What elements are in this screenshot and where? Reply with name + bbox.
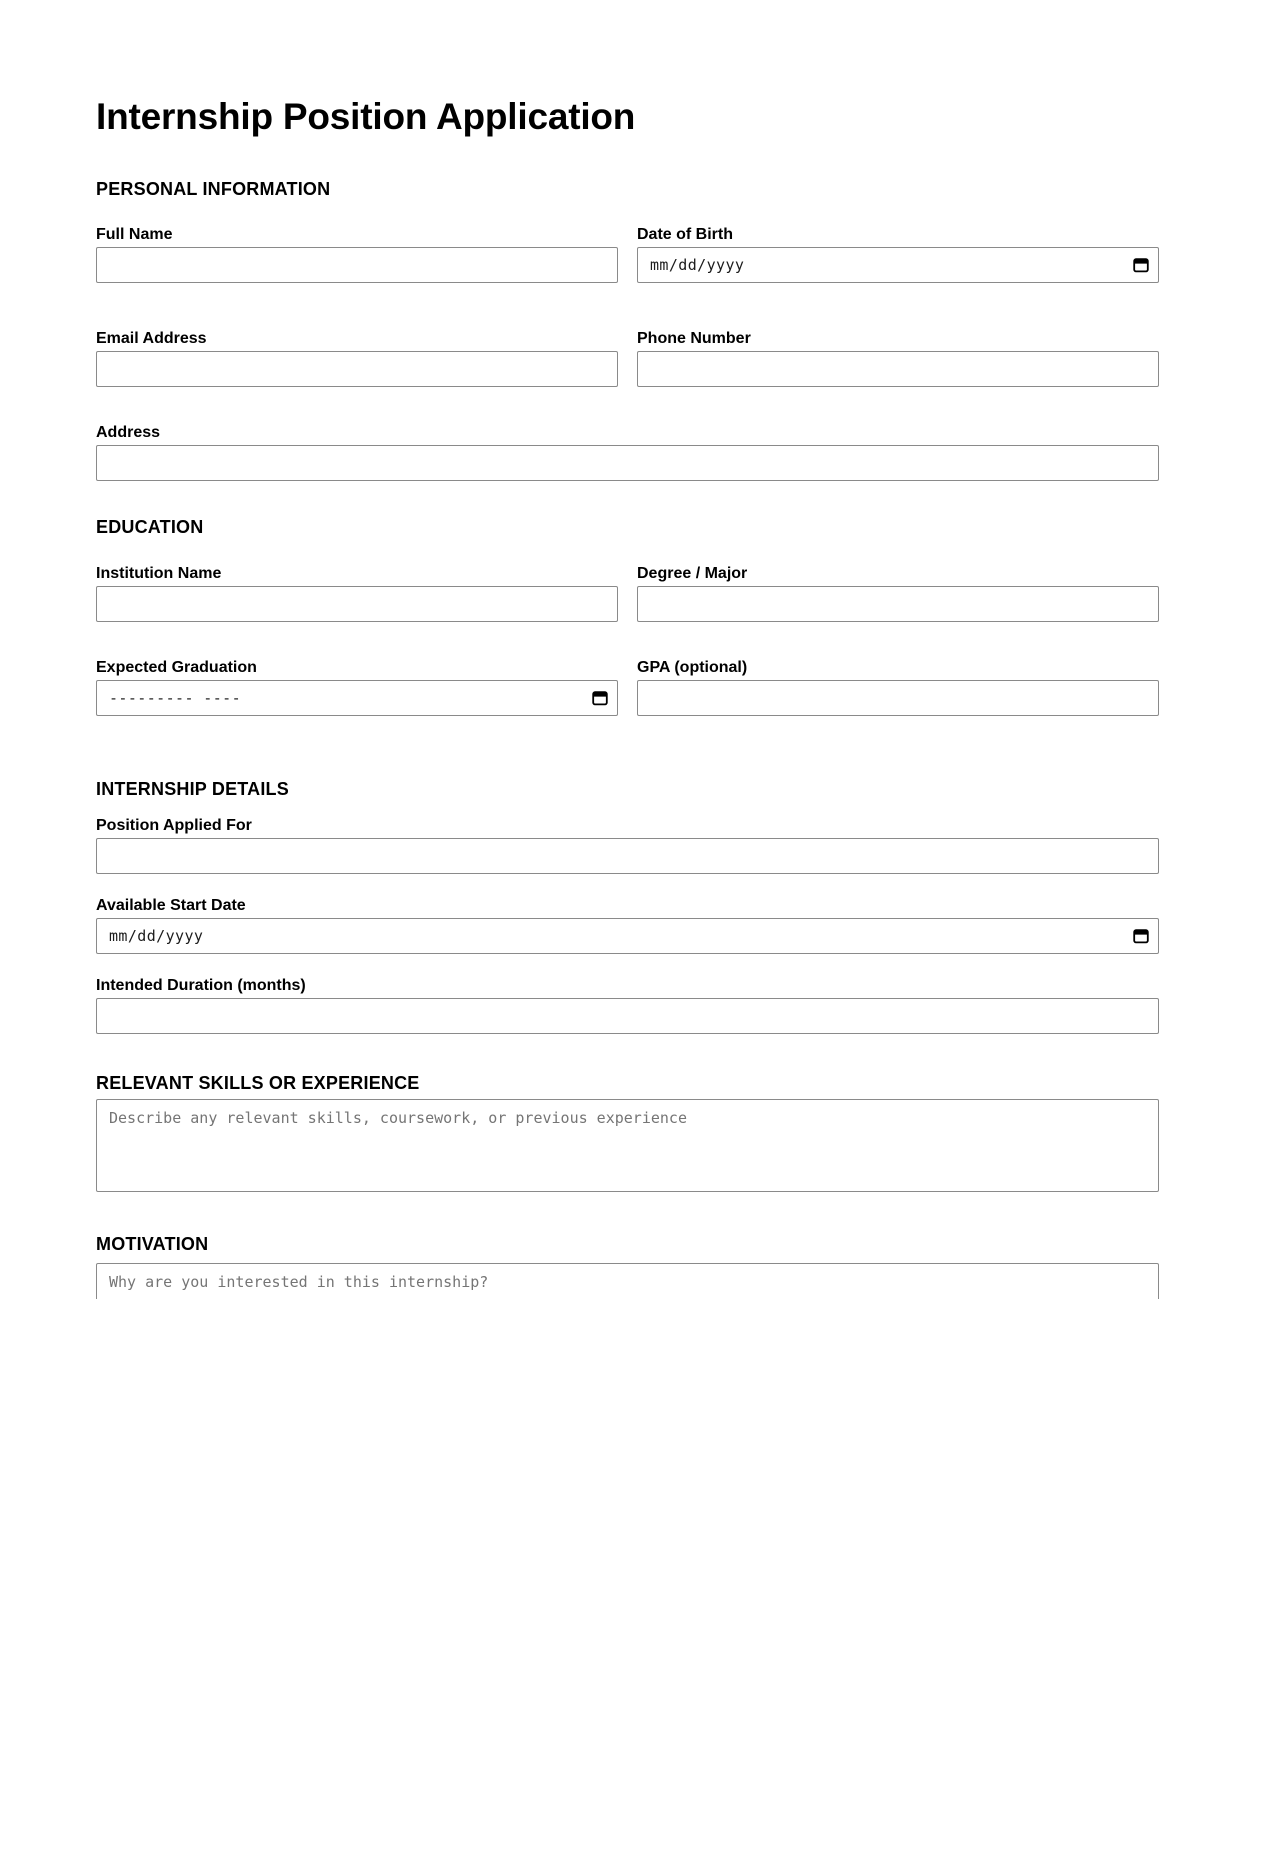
phone-input[interactable] xyxy=(637,351,1159,387)
gpa-label: GPA (optional) xyxy=(637,659,748,676)
section-heading-personal-information: PERSONAL INFORMATION xyxy=(96,179,331,199)
full-name-input[interactable] xyxy=(96,247,618,283)
position-applied-for-input[interactable] xyxy=(96,838,1159,874)
field-position-applied-for xyxy=(96,816,1159,874)
application-form xyxy=(96,97,1159,1299)
field-expected-graduation xyxy=(96,658,618,716)
section-heading-motivation: MOTIVATION xyxy=(96,1234,209,1254)
expected-graduation-placeholder: --------- ---- xyxy=(109,689,242,707)
row-email-phone xyxy=(96,329,1159,387)
row-graduation-gpa xyxy=(96,658,1159,716)
page-title: Internship Position Application xyxy=(96,96,636,137)
calendar-icon[interactable] xyxy=(592,690,608,706)
date-of-birth-placeholder: mm/dd/yyyy xyxy=(650,256,745,274)
date-of-birth-input[interactable] xyxy=(637,247,1159,283)
field-full-name xyxy=(96,225,618,283)
expected-graduation-input[interactable] xyxy=(96,680,618,716)
available-start-date-placeholder: mm/dd/yyyy xyxy=(109,927,204,945)
institution-label: Institution Name xyxy=(96,565,222,582)
field-gpa xyxy=(637,658,1159,716)
gpa-input[interactable] xyxy=(637,680,1159,716)
email-input[interactable] xyxy=(96,351,618,387)
full-name-label: Full Name xyxy=(96,226,173,243)
section-heading-internship-details: INTERNSHIP DETAILS xyxy=(96,779,289,799)
field-degree xyxy=(637,564,1159,622)
email-label: Email Address xyxy=(96,330,207,347)
section-heading-education: EDUCATION xyxy=(96,517,204,537)
section-heading-relevant-skills: RELEVANT SKILLS OR EXPERIENCE xyxy=(96,1073,420,1093)
date-of-birth-label: Date of Birth xyxy=(637,226,733,243)
position-applied-for-label: Position Applied For xyxy=(96,817,252,834)
field-institution xyxy=(96,564,618,622)
available-start-date-label: Available Start Date xyxy=(96,897,246,914)
intended-duration-input[interactable] xyxy=(96,998,1159,1034)
calendar-icon[interactable] xyxy=(1133,257,1149,273)
calendar-icon[interactable] xyxy=(1133,928,1149,944)
field-date-of-birth xyxy=(637,225,1159,283)
degree-input[interactable] xyxy=(637,586,1159,622)
intended-duration-label: Intended Duration (months) xyxy=(96,977,306,994)
field-email xyxy=(96,329,618,387)
available-start-date-input[interactable] xyxy=(96,918,1159,954)
row-fullname-dob xyxy=(96,225,1159,283)
field-phone xyxy=(637,329,1159,387)
expected-graduation-label: Expected Graduation xyxy=(96,659,257,676)
field-address xyxy=(96,423,1159,481)
phone-label: Phone Number xyxy=(637,330,751,347)
address-label: Address xyxy=(96,424,161,441)
field-available-start-date xyxy=(96,896,1159,954)
field-intended-duration xyxy=(96,976,1159,1034)
skills-textarea[interactable] xyxy=(96,1099,1159,1192)
institution-input[interactable] xyxy=(96,586,618,622)
motivation-textarea[interactable] xyxy=(96,1263,1159,1299)
address-input[interactable] xyxy=(96,445,1159,481)
motivation-textarea-clip xyxy=(96,1263,1159,1299)
degree-label: Degree / Major xyxy=(637,565,748,582)
row-institution-degree xyxy=(96,564,1159,622)
